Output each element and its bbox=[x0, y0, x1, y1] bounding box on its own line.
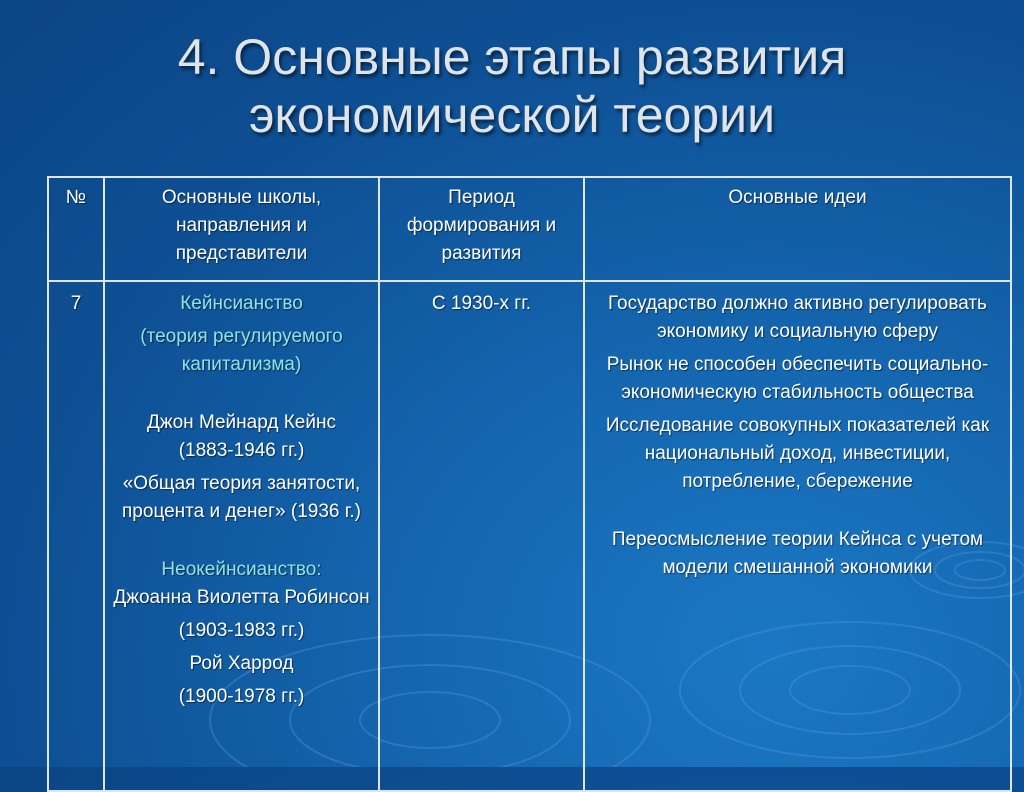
idea-state-regulation: Государство должно активно регулировать экономику и социальную сферу bbox=[608, 293, 987, 342]
header-period: Период формирования и развития bbox=[379, 177, 584, 281]
representative-harrod-years: (1900-1978 гг.) bbox=[178, 686, 305, 707]
table-row bbox=[48, 281, 1011, 791]
representative-robinson-name: Джоанна Виолетта Робинсон bbox=[113, 587, 370, 608]
period-cell: С 1930-х гг. bbox=[379, 281, 584, 791]
representative-harrod-name: Рой Харрод bbox=[189, 653, 294, 674]
representative-keynes-name: Джон Мейнард Кейнс bbox=[147, 412, 336, 433]
slide-title-line-2: экономической теории bbox=[248, 87, 776, 143]
economic-theory-table bbox=[47, 176, 1012, 792]
school-subtitle: (теория регулируемого капитализма) bbox=[140, 326, 343, 375]
representative-keynes-years: (1883-1946 гг.) bbox=[178, 440, 305, 461]
header-ideas: Основные идеи bbox=[584, 177, 1011, 281]
schools-cell bbox=[104, 281, 379, 791]
row-number: 7 bbox=[48, 281, 104, 791]
representative-robinson-years: (1903-1983 гг.) bbox=[178, 620, 305, 641]
neo-keynesianism-label: Неокейнсианство: bbox=[161, 559, 322, 580]
ideas-cell bbox=[584, 281, 1011, 791]
idea-aggregate-indicators: Исследование совокупных показателей как национальный доход, инвестиции, потребление, сбережение bbox=[605, 415, 990, 492]
school-name: Кейнсианство bbox=[180, 293, 303, 314]
table-header-row bbox=[48, 177, 1011, 281]
keynes-main-work: «Общая теория занятости, процента и денег» (1936 г.) bbox=[122, 473, 361, 522]
idea-mixed-economy: Переосмысление теории Кейнса с учетом модели смешанной экономики bbox=[611, 529, 984, 578]
header-number: № bbox=[48, 177, 104, 281]
idea-market-instability: Рынок не способен обеспечить социально-экономическую стабильность общества bbox=[606, 354, 989, 403]
slide-title-line-1: 4. Основные этапы развития bbox=[177, 29, 847, 85]
header-schools: Основные школы, направления и представители bbox=[104, 177, 379, 281]
slide-title bbox=[0, 28, 1024, 144]
